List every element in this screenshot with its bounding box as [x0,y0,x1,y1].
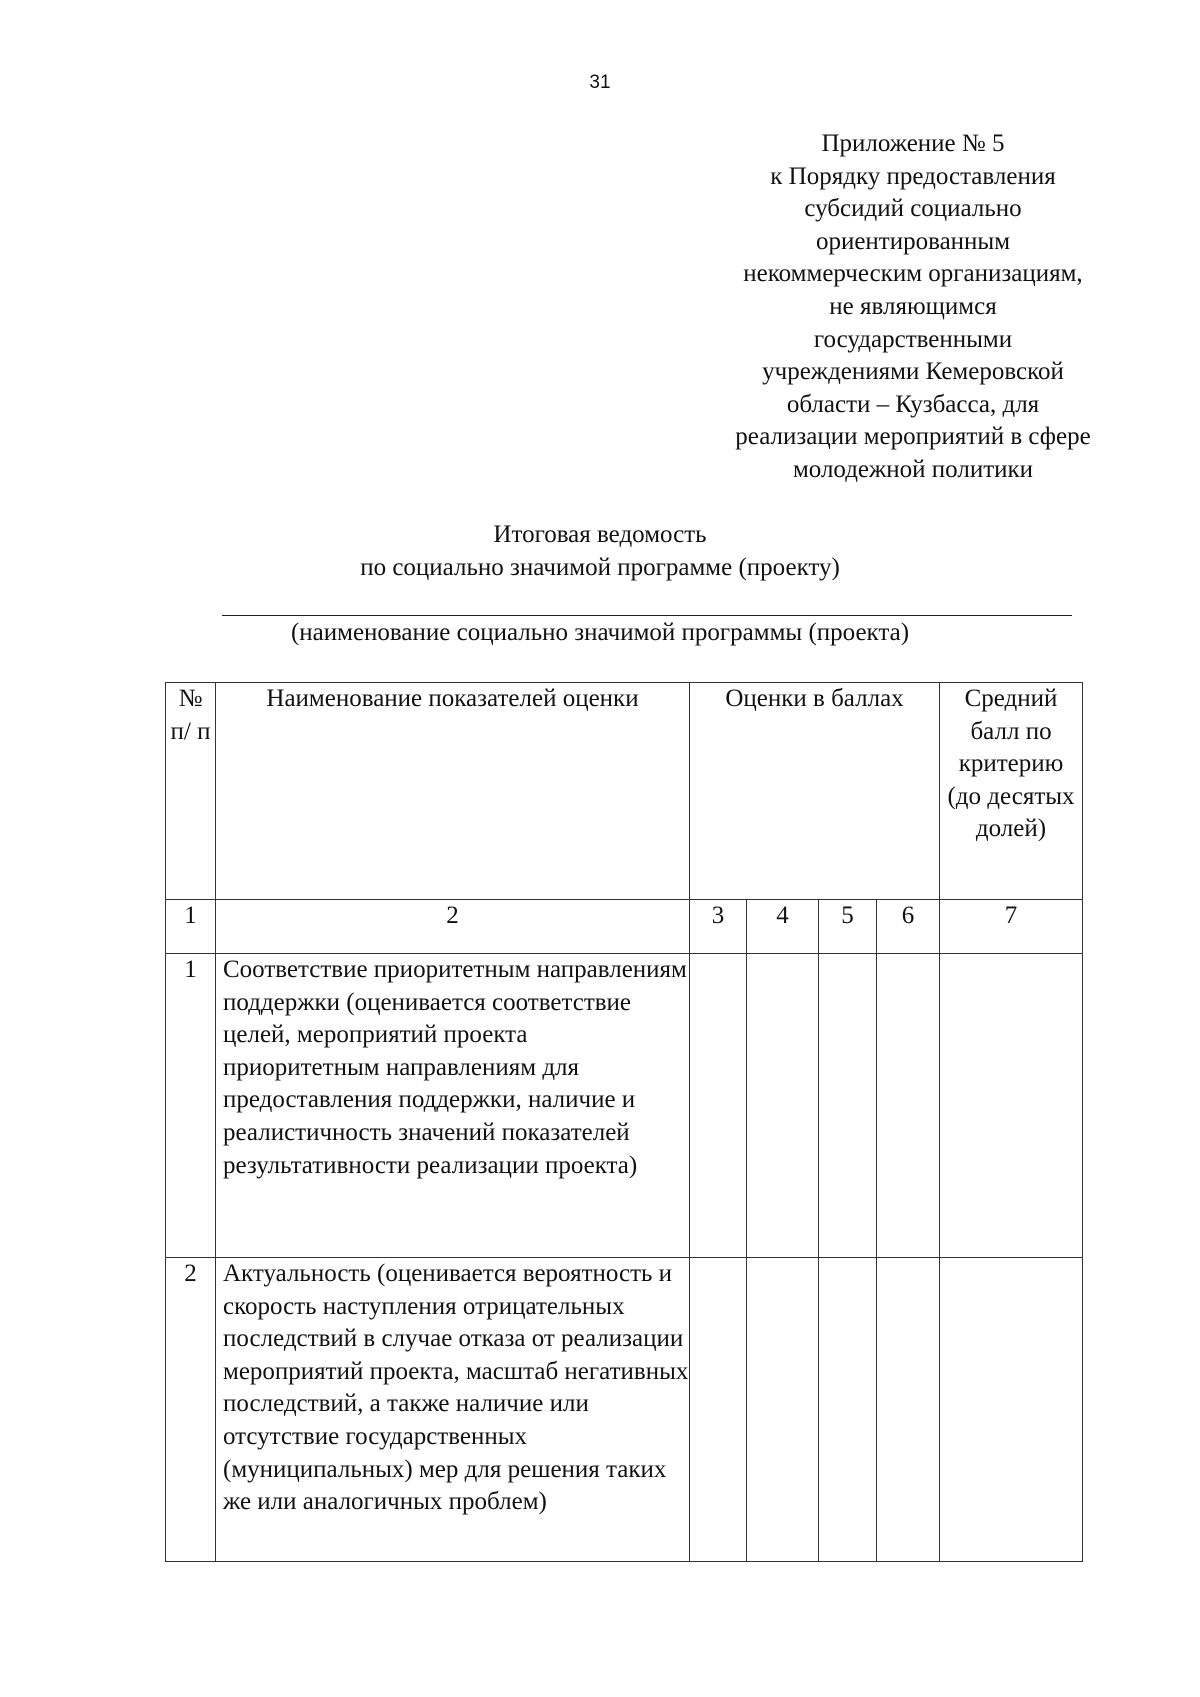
score-cell[interactable] [877,954,940,1258]
row-num: 2 [166,1258,216,1562]
program-name-caption: (наименование социально значимой программы (проекта) [290,619,910,646]
table-row [166,1258,1083,1562]
average-cell[interactable] [940,1258,1083,1562]
document-title [0,519,1200,584]
appendix-line: реализации мероприятий в сфере [735,423,1091,451]
header-name: Наименование показателей оценки [216,683,690,900]
appendix-line: области – Кузбасса, для [786,390,1040,418]
row-num: 1 [166,954,216,1258]
score-cell[interactable] [747,954,819,1258]
program-name-blank-line [222,615,1072,616]
column-number: 6 [877,900,940,954]
header-num: № п/ п [166,683,216,900]
appendix-line: Приложение № 5 [821,130,1005,157]
row-criterion: Актуальность (оценивается вероятность и скорость наступления отрицательных последствий в случае отказа от реализации мероприятий проекта, масштаб негативных последствий, а также наличие или отсутствие государственных (муниципальных) мер для решения таких же или аналогичных проблем) [216,1258,690,1562]
appendix-line: к Порядку предоставления [770,162,1056,190]
row-criterion: Соответствие приоритетным направлениям поддержки (оценивается соответствие целей, мероприятий проекта приоритетным направлениям для предоставления поддержки, наличие и реалистичность значений показателей результативности реализации проекта) [216,954,690,1258]
evaluation-table [165,682,1083,1562]
score-cell[interactable] [819,954,877,1258]
appendix-line: учреждениями Кемеровской [762,358,1064,386]
document-title-line1: Итоговая ведомость [493,521,707,548]
column-number: 4 [747,900,819,954]
score-cell[interactable] [690,1258,747,1562]
header-scores: Оценки в баллах [690,683,940,900]
appendix-line: ориентированным [815,227,1011,255]
document-title-line2: по социально значимой программе (проекту) [360,553,840,581]
column-number: 5 [819,900,877,954]
appendix-line: субсидий социально [804,195,1022,223]
header-average: Средний балл по критерию (до десятых долей) [940,683,1083,900]
column-number: 1 [166,900,216,954]
appendix-line: молодежной политики [792,455,1034,483]
page-number: 31 [589,72,611,93]
appendix-line: не являющимся [829,292,997,320]
column-number: 2 [216,900,690,954]
score-cell[interactable] [819,1258,877,1562]
column-number: 7 [940,900,1083,954]
column-number-row [166,900,1083,954]
average-cell[interactable] [940,954,1083,1258]
column-number: 3 [690,900,747,954]
appendix-line: государственными [813,325,1013,353]
score-cell[interactable] [747,1258,819,1562]
appendix-header [693,128,1133,487]
score-cell[interactable] [690,954,747,1258]
appendix-line: некоммерческим организациям, [743,260,1083,288]
table-header-row [166,683,1083,900]
table-row [166,954,1083,1258]
score-cell[interactable] [877,1258,940,1562]
